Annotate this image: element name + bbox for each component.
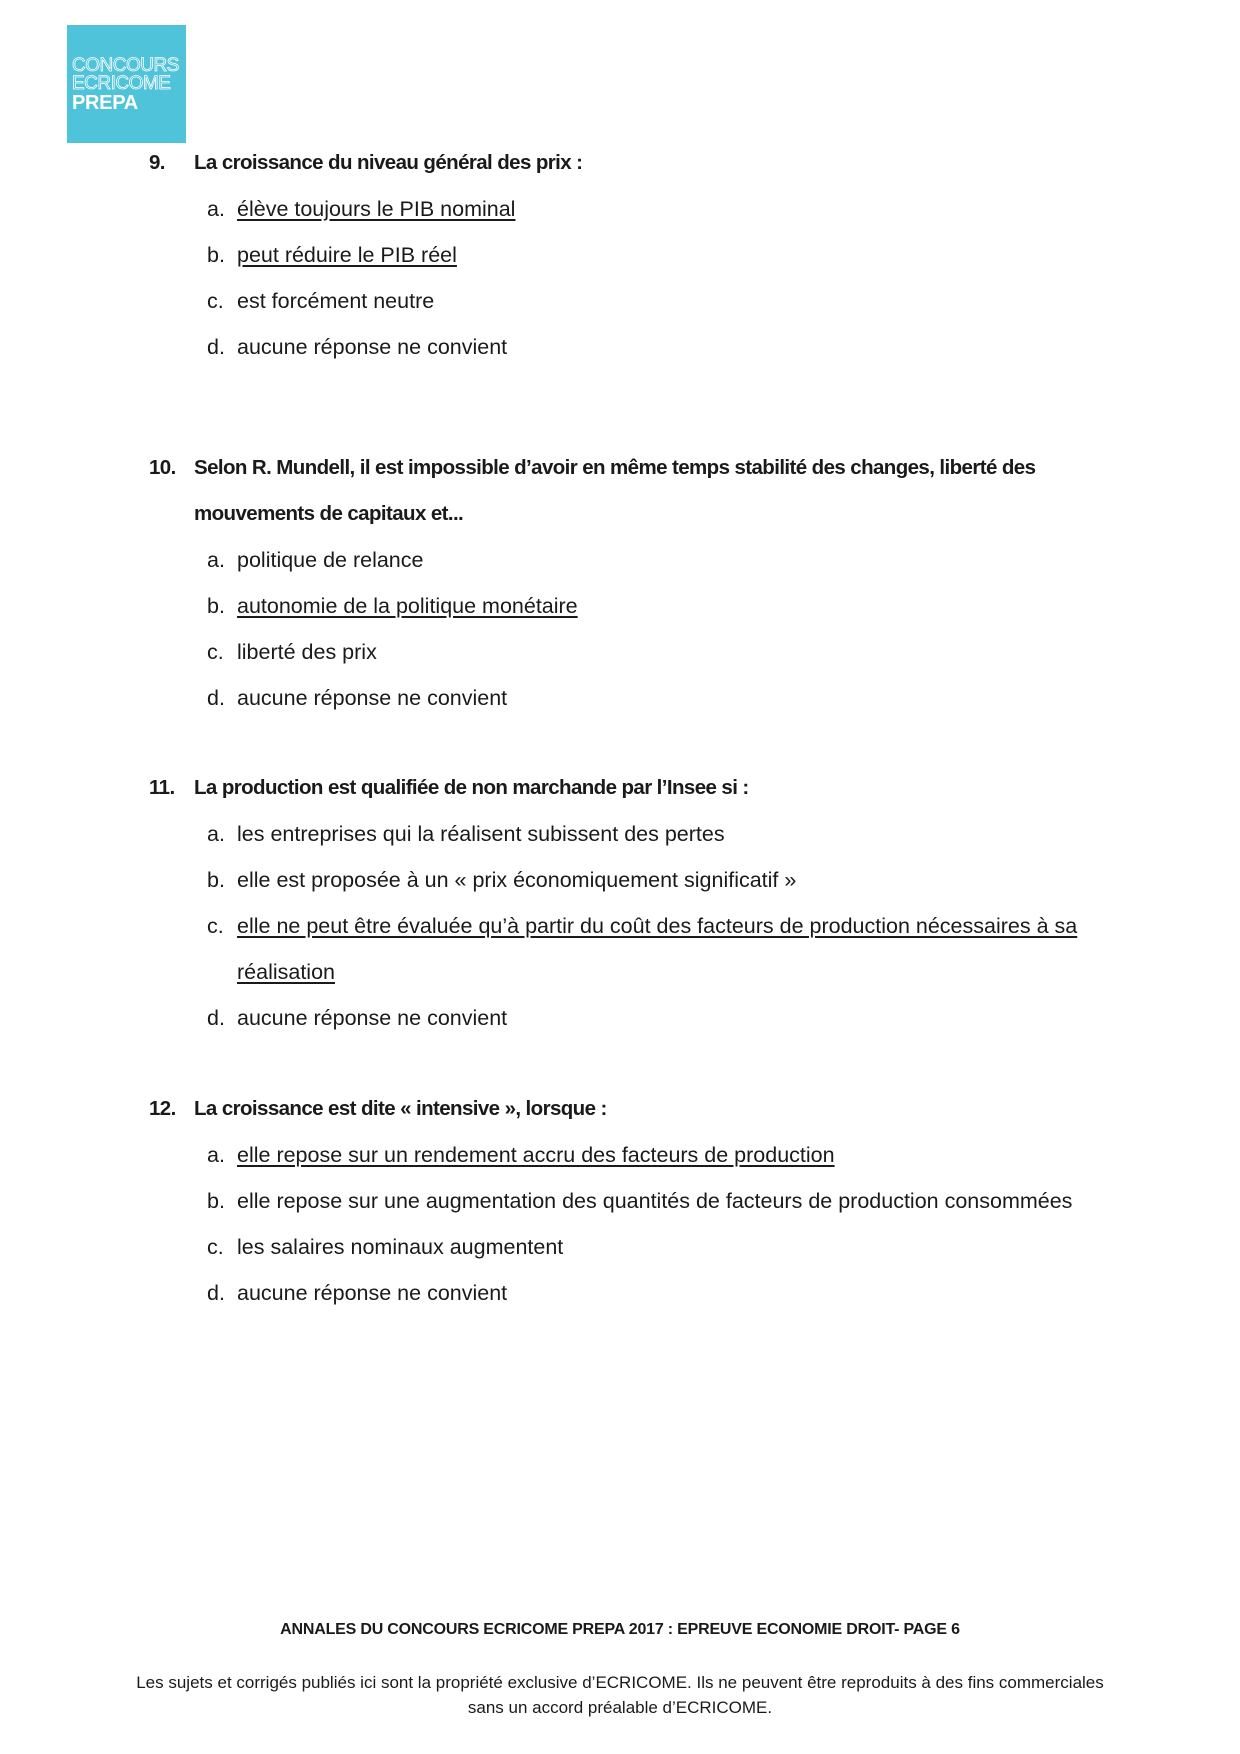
option-letter: b. — [207, 243, 225, 267]
question-9 — [149, 140, 1101, 370]
option-letter: c. — [207, 289, 224, 313]
option-letter: c. — [207, 914, 224, 938]
question-text: Selon R. Mundell, il est impossible d’avoir en même temps stabilité des changes, liberté des mouvements de capitaux et... — [194, 456, 1036, 525]
option-a — [149, 1132, 1101, 1178]
question-number: 9. — [149, 151, 165, 174]
option-text-correct: elle repose sur un rendement accru des facteurs de production — [237, 1143, 835, 1167]
option-text: politique de relance — [237, 548, 424, 572]
option-c — [149, 629, 1101, 675]
option-c — [149, 903, 1101, 995]
option-letter: a. — [207, 197, 225, 221]
question-heading — [149, 1086, 1101, 1132]
option-text: liberté des prix — [237, 640, 377, 664]
option-text-correct: elle ne peut être évaluée qu’à partir du coût des facteurs de production nécessaires à sa réalisation — [237, 914, 1078, 984]
logo-line-ecricome: ECRICOME — [72, 73, 171, 94]
option-text: elle repose sur une augmentation des quantités de facteurs de production consommées — [237, 1189, 1073, 1213]
question-heading — [149, 140, 1101, 186]
question-heading — [149, 445, 1101, 537]
option-letter: c. — [207, 640, 224, 664]
option-d — [149, 1270, 1101, 1316]
option-text: est forcément neutre — [237, 289, 435, 313]
question-11 — [149, 765, 1101, 1041]
logo-line-concours: CONCOURS — [72, 55, 179, 76]
question-text: La production est qualifiée de non marchande par l’Insee si : — [194, 776, 749, 799]
option-letter: d. — [207, 686, 225, 710]
logo-line-prepa: PREPA — [72, 92, 138, 114]
option-b — [149, 583, 1101, 629]
option-a — [149, 537, 1101, 583]
option-text-correct: élève toujours le PIB nominal — [237, 197, 516, 221]
option-a — [149, 186, 1101, 232]
option-text-correct: peut réduire le PIB réel — [237, 243, 457, 267]
option-text: aucune réponse ne convient — [237, 1281, 508, 1305]
option-letter: a. — [207, 548, 225, 572]
option-text-correct: autonomie de la politique monétaire — [237, 594, 578, 618]
option-letter: d. — [207, 1006, 225, 1030]
option-a — [149, 811, 1101, 857]
option-b — [149, 1178, 1101, 1224]
footer-copyright-note: Les sujets et corrigés publiés ici sont la propriété exclusive d’ECRICOME. Ils ne peuvent être reproduits à des fins commerciales sans un accord préalable d’ECRICOME. — [136, 1673, 1104, 1717]
option-c — [149, 1224, 1101, 1270]
question-number: 10. — [149, 456, 176, 479]
option-letter: a. — [207, 1143, 225, 1167]
question-text: La croissance est dite « intensive », lorsque : — [194, 1097, 607, 1120]
option-letter: d. — [207, 335, 225, 359]
question-number: 11. — [149, 776, 175, 799]
option-letter: c. — [207, 1235, 224, 1259]
question-10 — [149, 445, 1101, 721]
question-12 — [149, 1086, 1101, 1316]
option-letter: b. — [207, 594, 225, 618]
question-heading — [149, 765, 1101, 811]
option-letter: d. — [207, 1281, 225, 1305]
option-text: les salaires nominaux augmentent — [237, 1235, 564, 1259]
option-d — [149, 675, 1101, 721]
option-b — [149, 232, 1101, 278]
option-letter: a. — [207, 822, 225, 846]
question-number: 12. — [149, 1097, 176, 1120]
option-b — [149, 857, 1101, 903]
ecricome-logo — [67, 25, 186, 143]
question-text: La croissance du niveau général des prix : — [194, 151, 583, 174]
option-text: elle est proposée à un « prix économiquement significatif » — [237, 868, 797, 892]
option-letter: b. — [207, 868, 225, 892]
option-d — [149, 995, 1101, 1041]
option-text: aucune réponse ne convient — [237, 335, 508, 359]
option-letter: b. — [207, 1189, 225, 1213]
option-text: aucune réponse ne convient — [237, 1006, 508, 1030]
option-d — [149, 324, 1101, 370]
option-text: aucune réponse ne convient — [237, 686, 508, 710]
option-text: les entreprises qui la réalisent subissent des pertes — [237, 822, 725, 846]
option-c — [149, 278, 1101, 324]
footer-title: ANNALES DU CONCOURS ECRICOME PREPA 2017 : EPREUVE ECONOMIE DROIT- PAGE 6 — [280, 1621, 960, 1638]
